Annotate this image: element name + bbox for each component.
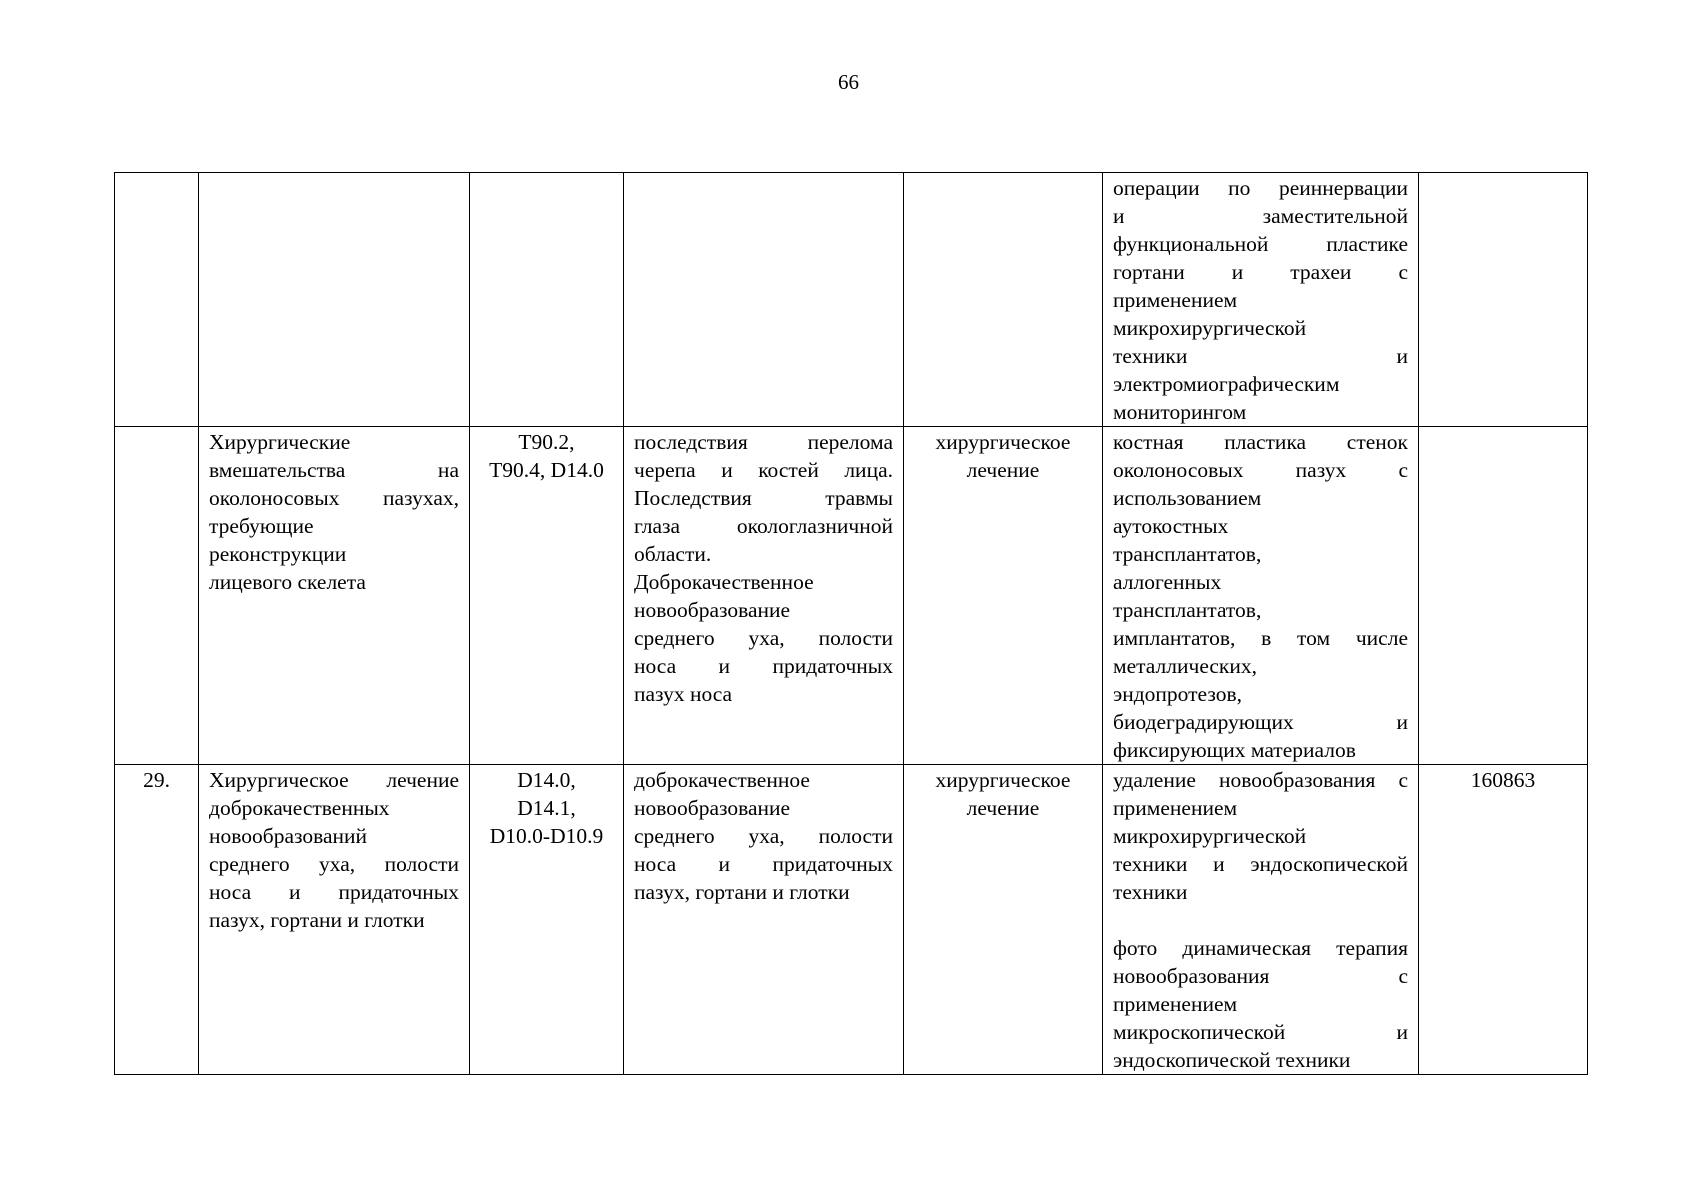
cell-model (624, 427, 904, 765)
name-line: новообразований (209, 824, 368, 848)
cell-name (199, 765, 470, 1075)
method-line: трансплантатов, (1113, 542, 1262, 566)
method-line: околоносовых пазух с (1113, 458, 1408, 482)
method-line: аутокостных (1113, 514, 1229, 538)
method-line: костная пластика стенок (1113, 430, 1408, 454)
kind-line: лечение (966, 458, 1040, 482)
method-line: аллогенных (1113, 570, 1222, 594)
model-line: Последствия травмы (634, 486, 893, 510)
cell-name (199, 427, 470, 765)
cell-num (115, 173, 199, 427)
method-line: фиксирующих материалов (1113, 738, 1356, 762)
model-line: среднего уха, полости (634, 824, 893, 848)
codes-line: Т90.4, D14.0 (489, 458, 604, 482)
cell-kind (904, 173, 1103, 427)
codes-line: D14.1, (517, 796, 576, 820)
cell-method (1103, 173, 1419, 427)
name-line: требующие (209, 514, 314, 538)
kind-line: хирургическое (935, 768, 1071, 792)
method-line: биодеградирующих и (1113, 710, 1408, 734)
name-line: Хирургические (209, 430, 351, 454)
codes-line: D10.0-D10.9 (489, 824, 604, 848)
model-line: носа и придаточных (634, 654, 893, 678)
method-line: использованием (1113, 486, 1262, 510)
model-line: Доброкачественное (634, 570, 814, 594)
codes-line: Т90.2, (518, 430, 575, 454)
model-line: черепа и костей лица. (634, 458, 893, 482)
name-line: лицевого скелета (209, 570, 366, 594)
cell-model (624, 765, 904, 1075)
model-line: носа и придаточных (634, 852, 893, 876)
model-line: новообразование (634, 796, 791, 820)
medical-care-table (114, 172, 1588, 1075)
method-line: применением (1113, 288, 1238, 312)
model-line: пазух носа (634, 682, 733, 706)
name-line: околоносовых пазухах, (209, 486, 459, 510)
method-line: гортани и трахеи с (1113, 260, 1408, 284)
method-line: микроскопической и (1113, 1020, 1408, 1044)
page-number: 66 (838, 70, 859, 94)
table-row (115, 427, 1588, 765)
method-line: применением (1113, 992, 1238, 1016)
cell-method (1103, 765, 1419, 1075)
model-line: среднего уха, полости (634, 626, 893, 650)
method-line: имплантатов, в том числе (1113, 626, 1408, 650)
method-line: металлических, (1113, 654, 1258, 678)
cell-norm (1419, 173, 1588, 427)
codes-line: D14.0, (517, 768, 576, 792)
name-line: Хирургическое лечение (209, 768, 459, 792)
cell-num (115, 427, 199, 765)
model-line: области. (634, 542, 712, 566)
num-text: 29. (143, 768, 170, 792)
norm-text: 160863 (1470, 768, 1536, 792)
model-line: глаза окологлазничной (634, 514, 893, 538)
cell-model (624, 173, 904, 427)
method-line: фото динамическая терапия (1113, 936, 1408, 960)
method-line: удаление новообразования с (1113, 768, 1408, 792)
name-line: среднего уха, полости (209, 852, 459, 876)
cell-codes (470, 765, 624, 1075)
method-line: трансплантатов, (1113, 598, 1262, 622)
model-line: последствия перелома (634, 430, 893, 454)
method-line: функциональной пластике (1113, 232, 1408, 256)
cell-kind (904, 427, 1103, 765)
method-line: техники и эндоскопической (1113, 852, 1408, 876)
cell-name (199, 173, 470, 427)
model-line: новообразование (634, 598, 791, 622)
method-line: микрохирургической (1113, 824, 1307, 848)
name-line: реконструкции (209, 542, 347, 566)
paragraph-gap (1113, 906, 1408, 934)
method-line: мониторингом (1113, 400, 1247, 424)
cell-codes (470, 173, 624, 427)
cell-num (115, 765, 199, 1075)
method-line: применением (1113, 796, 1238, 820)
cell-kind (904, 765, 1103, 1075)
method-line: новообразования с (1113, 964, 1408, 988)
method-line: микрохирургической (1113, 316, 1307, 340)
cell-norm (1419, 765, 1588, 1075)
kind-line: хирургическое (935, 430, 1071, 454)
table-row (115, 765, 1588, 1075)
table-row (115, 173, 1588, 427)
method-line: техники и (1113, 344, 1408, 368)
kind-line: лечение (966, 796, 1040, 820)
method-line: эндопротезов, (1113, 682, 1242, 706)
method-line: и заместительной (1113, 204, 1408, 228)
model-line: доброкачественное (634, 768, 810, 792)
cell-codes (470, 427, 624, 765)
model-line: пазух, гортани и глотки (634, 880, 850, 904)
method-line: техники (1113, 880, 1188, 904)
method-line: эндоскопической техники (1113, 1048, 1351, 1072)
name-line: вмешательства на (209, 458, 459, 482)
name-line: носа и придаточных (209, 880, 459, 904)
method-line: электромиографическим (1113, 372, 1340, 396)
cell-method (1103, 427, 1419, 765)
method-line: операции по реиннервации (1113, 176, 1408, 200)
name-line: пазух, гортани и глотки (209, 908, 425, 932)
cell-norm (1419, 427, 1588, 765)
name-line: доброкачественных (209, 796, 390, 820)
